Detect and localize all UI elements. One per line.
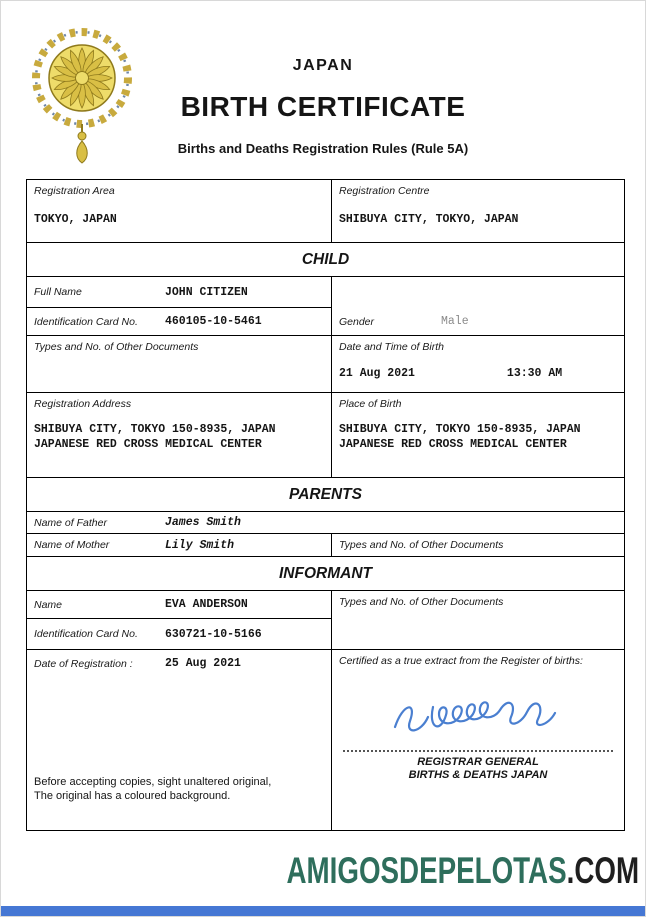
copy-notice-line1: Before accepting copies, sight unaltered original, [34,776,272,788]
informant-name-value: EVA ANDERSON [165,598,248,611]
site-watermark-tld: .COM [566,850,639,891]
registrar-title-line1: REGISTRAR GENERAL [417,756,539,768]
registration-centre-label: Registration Centre [339,185,430,197]
registrar-title [339,756,617,796]
mother-row [27,534,624,557]
father-value: James Smith [165,516,241,529]
document-title: BIRTH CERTIFICATE [180,91,466,122]
date-of-registration-value: 25 Aug 2021 [165,657,241,670]
signature-dotted-line [343,750,613,752]
child-docs-dob-row [27,336,624,393]
site-watermark [286,851,639,891]
registration-address-label: Registration Address [34,398,132,410]
place-of-birth-label: Place of Birth [339,398,402,410]
informant-block [27,591,624,650]
gender-value: Male [441,315,469,328]
child-other-docs-label: Types and No. of Other Documents [34,341,199,353]
informant-other-docs-label: Types and No. of Other Documents [339,596,504,608]
certified-text: Certified as a true extract from the Register of births: [339,655,583,667]
child-name-id-block [27,277,624,336]
mother-value: Lily Smith [165,538,235,552]
place-of-birth-line1: SHIBUYA CITY, TOKYO 150-8935, JAPAN [339,423,581,436]
registration-area-label: Registration Area [34,185,115,197]
informant-name-label: Name [34,598,63,611]
father-label: Name of Father [34,516,107,529]
country-title: JAPAN [292,57,354,74]
mother-label: Name of Mother [34,539,110,551]
registration-address-line1: SHIBUYA CITY, TOKYO 150-8935, JAPAN [34,423,276,436]
registrar-signature [383,693,573,748]
copy-notice-line2: The original has a coloured background. [34,790,231,802]
registrar-title-line2: BIRTHS & DEATHS JAPAN [408,769,548,781]
full-name-label: Full Name [34,286,82,298]
registration-address-line2: JAPANESE RED CROSS MEDICAL CENTER [34,438,262,451]
registration-centre-value: SHIBUYA CITY, TOKYO, JAPAN [339,213,519,226]
section-title-informant: INFORMANT [27,557,624,591]
full-name-value: JOHN CITIZEN [165,285,248,299]
certification-block [27,650,624,830]
father-row [27,512,624,534]
child-id-label: Identification Card No. [34,315,138,328]
child-id-value: 460105-10-5461 [165,315,262,328]
dob-date-value: 21 Aug 2021 [339,367,415,380]
registration-area-value: TOKYO, JAPAN [34,213,117,226]
certificate-header [1,57,645,156]
section-title-child: CHILD [27,243,624,277]
gender-label: Gender [339,315,375,328]
dob-label: Date and Time of Birth [339,341,444,353]
dob-time-value: 13:30 AM [506,367,563,380]
place-of-birth-line2: JAPANESE RED CROSS MEDICAL CENTER [339,438,567,451]
child-address-row [27,393,624,478]
registration-row [27,180,624,243]
copy-notice [34,775,324,825]
section-title-parents: PARENTS [27,478,624,512]
document-subtitle: Births and Deaths Registration Rules (Rule 5A) [177,141,469,156]
parents-other-docs-label: Types and No. of Other Documents [339,539,504,551]
informant-id-value: 630721-10-5166 [165,627,262,641]
certificate-table [26,179,625,831]
date-of-registration-label: Date of Registration : [34,657,133,670]
site-watermark-brand: AMIGOSDEPELOTAS [286,850,567,891]
informant-id-label: Identification Card No. [34,628,138,640]
bottom-bar [1,906,645,916]
